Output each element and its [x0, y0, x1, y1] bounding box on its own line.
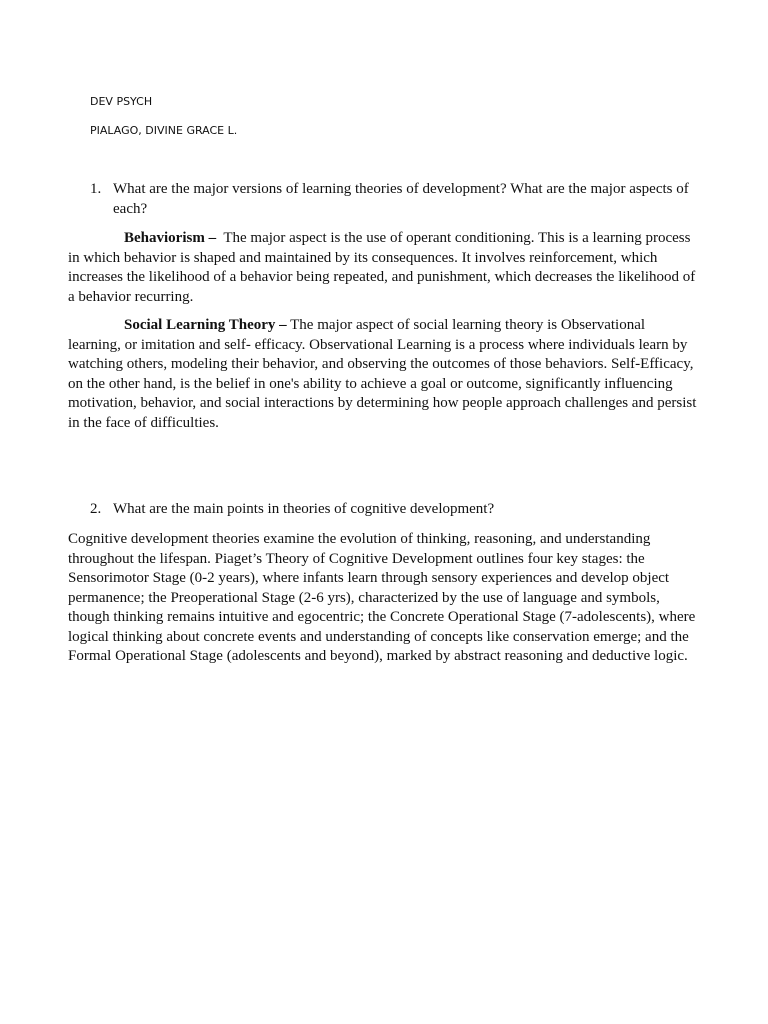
answer-behaviorism [68, 229, 700, 307]
answer-behaviorism-term: Behaviorism – [124, 230, 217, 246]
question-1 [90, 180, 700, 219]
author-name: PIALAGO, DIVINE GRACE L. [90, 124, 238, 137]
question-2-number: 2. [90, 501, 102, 517]
question-1-text: What are the major versions of learning theories of development? What are the major aspects of each? [113, 181, 689, 217]
answer-social-learning [68, 316, 700, 433]
course-title: DEV PSYCH [90, 95, 153, 108]
question-2 [90, 500, 700, 520]
answer-social-learning-term: Social Learning Theory – [124, 317, 287, 333]
answer-social-learning-body: The major aspect of social learning theory is Observational learning, or imitation and self- efficacy. Observational Learning is a process where individuals learn by watching others, modeling their behavior, and observing the outcomes of those behaviors. Self-Efficacy, on the other hand, is the belief in one's ability to achieve a goal or outcome, significantly influencing motivation, behavior, and social interactions by determining how people approach challenges and persist in the face of difficulties. [68, 317, 697, 431]
question-1-number: 1. [90, 181, 102, 197]
answer-behaviorism-body: The major aspect is the use of operant conditioning. This is a learning process in which behavior is shaped and maintained by its consequences. It involves reinforcement, which increases the likelihood of a behavior being repeated, and punishment, which decreases the likelihood of a behavior recurring. [68, 230, 696, 305]
question-2-text: What are the main points in theories of cognitive development? [113, 501, 495, 517]
answer-cognitive: Cognitive development theories examine the evolution of thinking, reasoning, and understanding throughout the lifespan. Piaget’s Theory of Cognitive Development outlines four key stages: the Sensorimotor Stage (0-2 years), where infants learn through sensory experiences and develop object permanence; the Preoperational Stage (2-6 yrs), characterized by the use of language and symbols, though thinking remains intuitive and egocentric; the Concrete Operational Stage (7-adolescents), where logical thinking about concrete events and understanding of concepts like conservation emerge; and the Formal Operational Stage (adolescents and beyond), marked by abstract reasoning and deductive logic. [68, 531, 696, 664]
